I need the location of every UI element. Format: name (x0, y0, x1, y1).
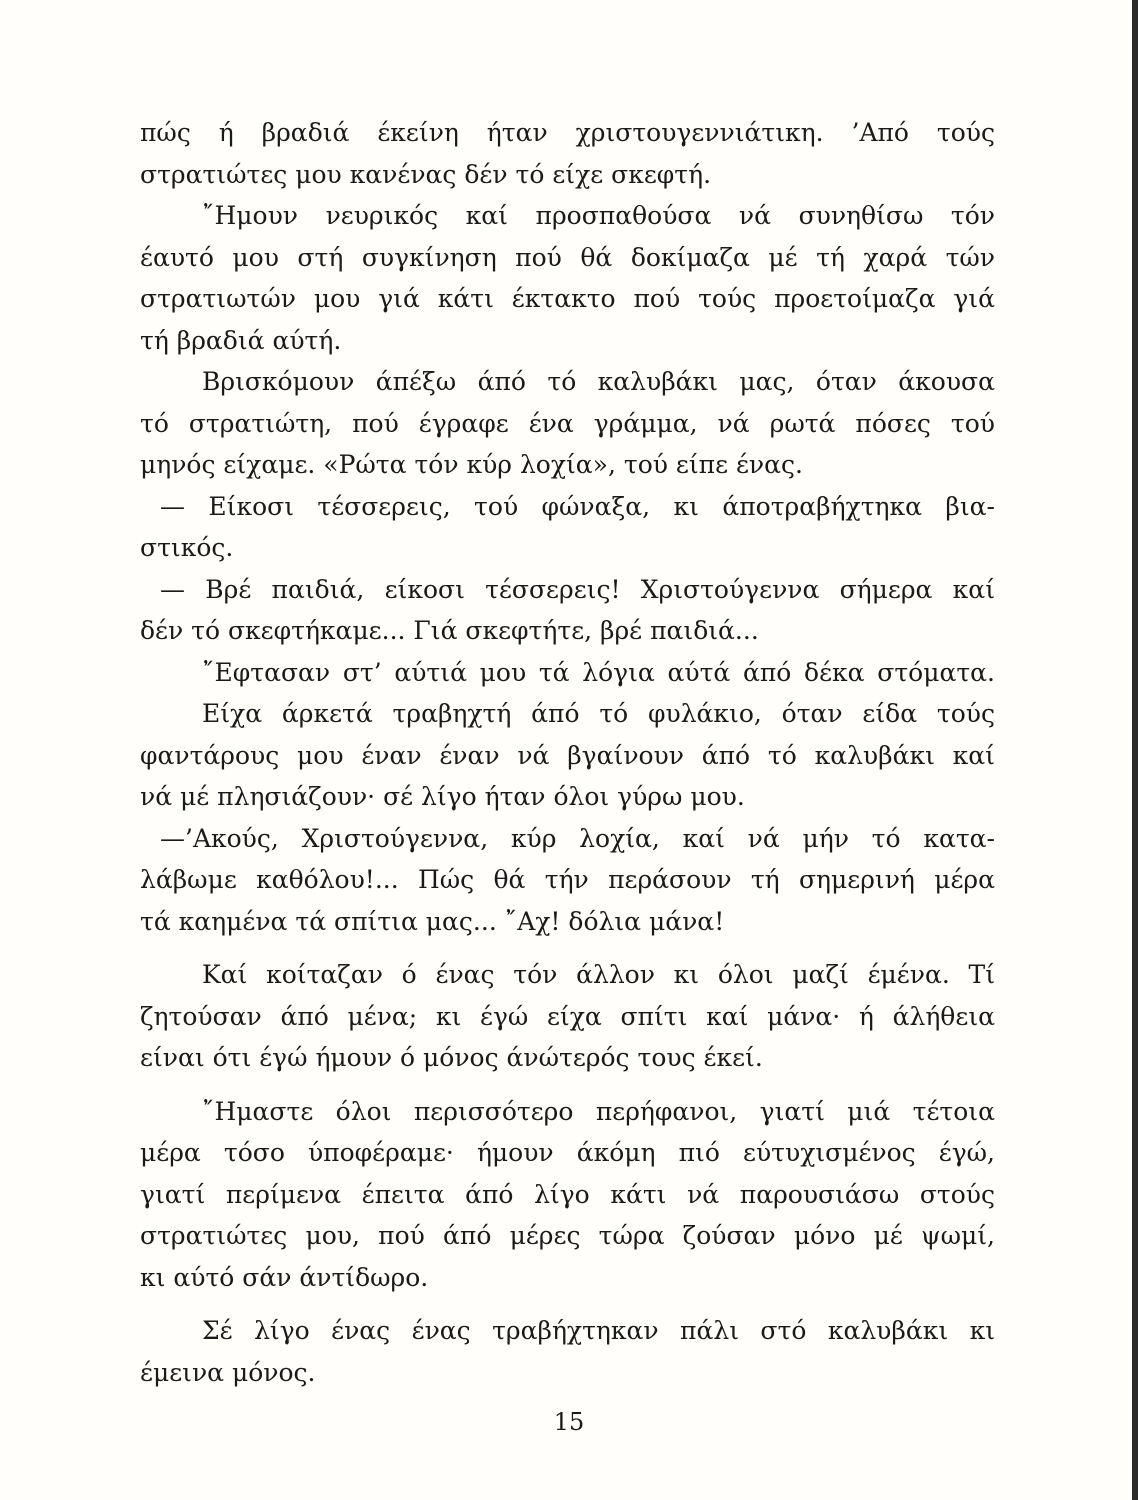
text-line: είναι ότι έγώ ήμουν ό μόνος άνώτερός τους έκεί. (140, 1043, 763, 1072)
text-line: τή βραδιά αύτή. (140, 325, 342, 355)
text-line: τά καημένα τά σπίτια μας... ῎Αχ! δόλια μάνα! (140, 906, 725, 936)
text-line: στικός. (140, 533, 234, 562)
scan-edge (1132, 0, 1138, 1500)
text-line: μέρα τόσο ύποφέραμε· ήμουν άκόμη πιό εύτυχισμένος έγώ, (140, 1138, 995, 1167)
text-line: ῎Ημαστε όλοι περισσότερο περήφανοι, γιατί μιά τέτοια (202, 1096, 995, 1126)
paragraph-gap (140, 1079, 995, 1091)
text-line: ῎Εφτασαν στ’ αύτιά μου τά λόγια αύτά άπό δέκα στόματα. (202, 657, 995, 687)
paragraph-gap (140, 942, 995, 954)
text-line: Είχα άρκετά τραβηχτή άπό τό φυλάκιο, όταν είδα τούς (202, 699, 995, 728)
text-line: μηνός είχαμε. «Ρώτα τόν κύρ λοχία», τού είπε ένας. (140, 450, 803, 479)
text-line: Καί κοίταζαν ό ένας τόν άλλον κι όλοι μαζί έμένα. Τί (202, 960, 995, 989)
text-line: Σέ λίγο ένας ένας τραβήχτηκαν πάλι στό καλυβάκι κι (202, 1316, 995, 1345)
text-line: κι αύτό σάν άντίδωρο. (140, 1262, 429, 1292)
text-line: στρατιώτες μου, πού άπό μέρες τώρα ζούσαν μόνο μέ ψωμί, (140, 1221, 995, 1250)
paragraph-gap (140, 1298, 995, 1310)
page-number: 15 (553, 1408, 585, 1436)
text-line: λάβωμε καθόλου!... Πώς θά τήν περάσουν τή σημερινή μέρα (140, 865, 995, 894)
text-line: δέν τό σκεφτήκαμε... Γιά σκεφτήτε, βρέ παιδιά... (140, 616, 759, 645)
text-line: ῎Ημουν νευρικός καί προσπαθούσα νά συνηθίσω τόν (202, 201, 995, 230)
text-line: — Είκοσι τέσσερεις, τού φώναξα, κι άποτραβήχτηκα βια- (160, 491, 995, 521)
text-line: ζητούσαν άπό μένα; κι έγώ είχα σπίτι καί μάνα· ή άλήθεια (140, 1001, 995, 1031)
text-line: έμεινα μόνος. (140, 1357, 316, 1387)
text-line: στρατιώτες μου κανένας δέν τό είχε σκεφτή. (140, 159, 712, 189)
body-text (140, 112, 995, 1393)
text-line: γιατί περίμενα έπειτα άπό λίγο κάτι νά παρουσιάσω στούς (140, 1179, 995, 1209)
text-line: — Βρέ παιδιά, είκοσι τέσσερεις! Χριστούγεννα σήμερα καί (160, 574, 995, 604)
text-line: νά μέ πλησιάζουν· σέ λίγο ήταν όλοι γύρω μου. (140, 782, 745, 811)
text-line: έαυτό μου στή συγκίνηση πού θά δοκίμαζα μέ τή χαρά τών (140, 242, 995, 272)
text-line: πώς ή βραδιά έκείνη ήταν χριστουγεννιάτικη. ’Από τούς (140, 118, 995, 147)
text-line: φαντάρους μου έναν έναν νά βγαίνουν άπό τό καλυβάκι καί (140, 740, 995, 770)
text-line: Βρισκόμουν άπέξω άπό τό καλυβάκι μας, όταν άκουσα (202, 367, 995, 396)
text-line: στρατιωτών μου γιά κάτι έκτακτο πού τούς προετοίμαζα γιά (140, 284, 995, 313)
text-line: —’Ακούς, Χριστούγεννα, κύρ λοχία, καί νά μήν τό κατα- (160, 823, 995, 853)
text-line: τό στρατιώτη, πού έγραφε ένα γράμμα, νά ρωτά πόσες τού (140, 408, 995, 438)
